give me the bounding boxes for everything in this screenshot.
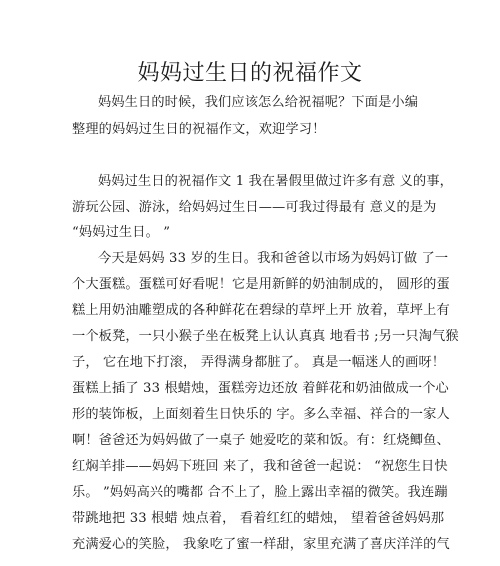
text-line: “妈妈过生日。 ” — [72, 225, 171, 240]
text-line: 今天是妈妈 33 岁的生日。我和爸爸以市场为妈妈订做 了一 — [98, 251, 449, 266]
text-line: 妈妈过生日的祝福作文 1 我在暑假里做过许多有意 义的事， — [98, 174, 454, 189]
text-line: 个大蛋糕。蛋糕可好看呢！它是用新鲜的奶油制成的， 圆形的蛋 — [72, 277, 450, 292]
document-title: 妈妈过生日的祝福作文 — [137, 61, 363, 86]
text-line: 形的装饰板，上面刻着生日快乐的 字。多么幸福、祥合的一家人 — [72, 407, 450, 422]
text-line: 啊！爸爸还为妈妈做了一桌子 她爱吃的菜和饭。有：红烧鲫鱼、 — [72, 433, 450, 448]
text-line: 蛋糕上插了 33 根蜡烛，蛋糕旁边还放 着鲜花和奶油做成一个心 — [72, 381, 449, 396]
text-line: 乐。 ”妈妈高兴的嘴都 合不上了，脸上露出幸福的微笑。我连蹦 — [72, 485, 448, 500]
text-line: 妈妈生日的时候，我们应该怎么给祝福呢？下面是小编 — [98, 95, 419, 110]
text-line: 带跳地把 33 根蜡 烛点着， 看着红红的蜡烛， 望着爸爸妈妈那 — [72, 511, 445, 526]
text-line: 糕上用奶油雕塑成的各种鲜花在碧绿的草坪上开 放着，草坪上有 — [72, 303, 450, 318]
text-line: 游玩公园、游泳，给妈妈过生日——可我过得最有 意义的是为 — [72, 200, 437, 215]
text-line: 红焖羊排——妈妈下班回 来了，我和爸爸一起说： “祝您生日快 — [72, 459, 448, 474]
text-line: 充满爱心的笑脸， 我象吃了蜜一样甜，家里充满了喜庆洋洋的气 — [72, 537, 450, 552]
text-line: 子， 它在地下打滚， 弄得满身都脏了。 真是一幅迷人的画呀！ — [72, 355, 446, 370]
text-line: 整理的妈妈过生日的祝福作文，欢迎学习！ — [72, 122, 326, 137]
text-line: 一个板凳，一只小猴子坐在板凳上认认真真 地看书 ;另一只淘气猴 — [72, 329, 459, 344]
